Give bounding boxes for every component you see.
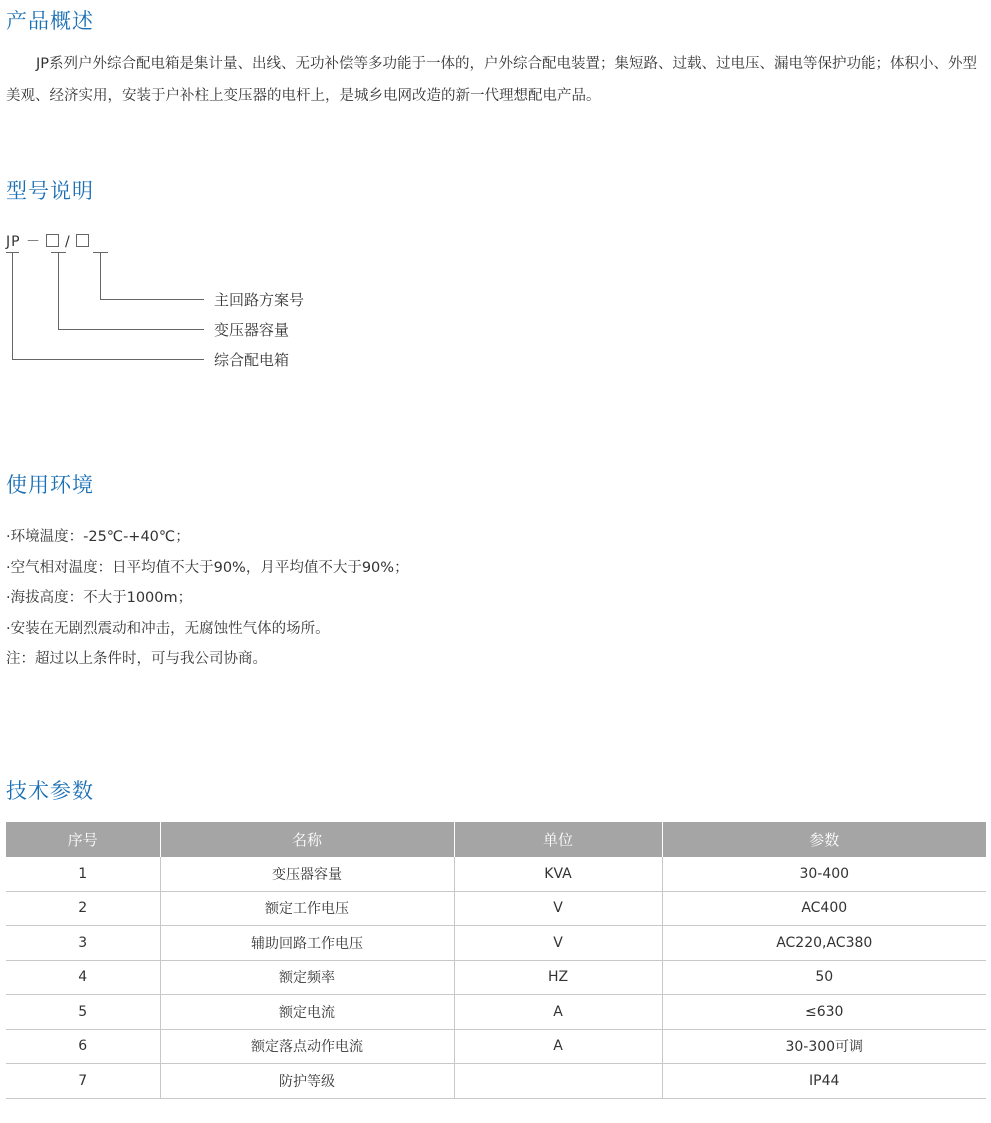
env-item-site: ·安装在无剧烈震动和冲击，无腐蚀性气体的场所。 (6, 620, 330, 637)
section-title-environment: 使用环境 (6, 473, 94, 497)
cell-unit: KVA (454, 857, 662, 891)
header-name: 名称 (160, 822, 454, 857)
cell-unit: A (454, 995, 662, 1030)
leader-box-type (12, 253, 13, 359)
header-value: 参数 (662, 822, 986, 857)
table-row (6, 1029, 986, 1064)
cell-value: 50 (662, 960, 986, 995)
cell-value: AC220,AC380 (662, 926, 986, 961)
cell-value: AC400 (662, 891, 986, 926)
cell-unit: HZ (454, 960, 662, 995)
table-row (6, 926, 986, 961)
cell-unit (454, 1064, 662, 1099)
cell-index: 1 (6, 857, 160, 891)
table-row (6, 891, 986, 926)
cell-index: 5 (6, 995, 160, 1030)
cell-index: 7 (6, 1064, 160, 1099)
cell-name: 额定落点动作电流 (160, 1029, 454, 1064)
capacity-box (46, 234, 59, 247)
params-table (6, 822, 986, 1099)
leader-capacity-h (58, 329, 204, 330)
table-header-row (6, 822, 986, 857)
cell-index: 2 (6, 891, 160, 926)
table-row (6, 995, 986, 1030)
cell-unit: V (454, 926, 662, 961)
cell-value: 30-400 (662, 857, 986, 891)
leader-scheme (100, 253, 101, 299)
overview-text: JP系列户外综合配电箱是集计量、出线、无功补偿等多功能于一体的，户外综合配电装置；集短路、过载、过电压、漏电等保护功能；体积小、外型美观、经济实用，安装于户补柱上变压器的电杆上，是城乡电网改造的新一代理想配电产品。 (6, 56, 978, 104)
cell-value: 30-300可调 (662, 1029, 986, 1064)
env-item-temperature: ·环境温度：-25℃-+40℃； (6, 529, 190, 545)
env-note: 注：超过以上条件时，可与我公司协商。 (6, 651, 267, 667)
cell-name: 额定工作电压 (160, 891, 454, 926)
table-row (6, 960, 986, 995)
env-item-humidity: ·空气相对温度：日平均值不大于90%，月平均值不大于90%； (6, 559, 409, 576)
cell-name: 变压器容量 (160, 857, 454, 891)
overview-paragraph (6, 48, 986, 112)
model-dash: － (26, 234, 42, 250)
label-scheme: 主回路方案号 (214, 291, 305, 309)
model-code (6, 231, 89, 251)
table-row (6, 857, 986, 891)
cell-index: 3 (6, 926, 160, 961)
cell-name: 额定电流 (160, 995, 454, 1030)
header-index: 序号 (6, 822, 160, 857)
section-title-model: 型号说明 (6, 179, 94, 203)
model-slash: / (64, 234, 71, 250)
section-title-params: 技术参数 (6, 779, 94, 803)
cell-value: ≤630 (662, 995, 986, 1030)
cell-unit: A (454, 1029, 662, 1064)
environment-list (6, 522, 409, 675)
header-unit: 单位 (454, 822, 662, 857)
cell-name: 额定频率 (160, 960, 454, 995)
cell-unit: V (454, 891, 662, 926)
env-item-altitude: ·海拔高度：不大于1000m； (6, 590, 193, 606)
label-capacity: 变压器容量 (214, 321, 290, 339)
scheme-box (76, 234, 89, 247)
label-box-type: 综合配电箱 (214, 351, 290, 369)
cell-name: 防护等级 (160, 1064, 454, 1099)
cell-value: IP44 (662, 1064, 986, 1099)
cell-index: 4 (6, 960, 160, 995)
leader-scheme-h (100, 299, 204, 300)
leader-box-type-h (12, 359, 204, 360)
section-title-overview: 产品概述 (6, 9, 94, 33)
cell-index: 6 (6, 1029, 160, 1064)
leader-capacity (58, 253, 59, 329)
table-row (6, 1064, 986, 1099)
model-prefix: JP (6, 234, 21, 250)
cell-name: 辅助回路工作电压 (160, 926, 454, 961)
